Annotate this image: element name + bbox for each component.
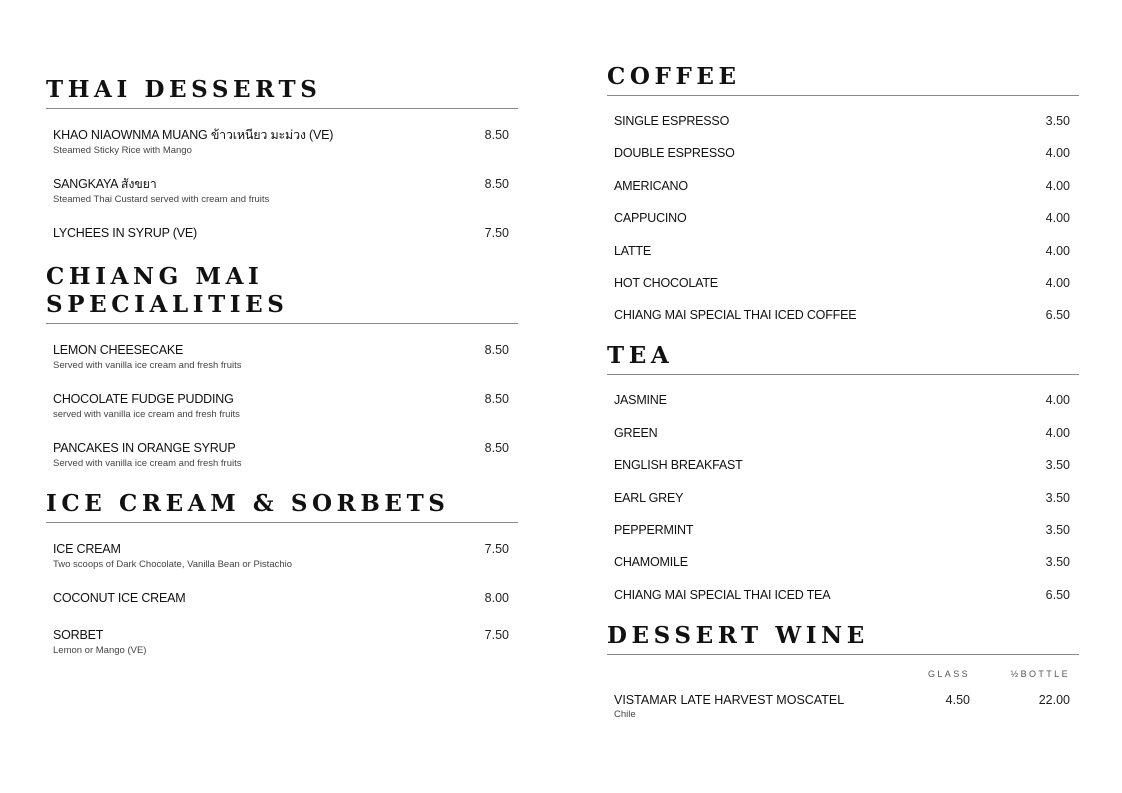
item-name: VISTAMAR LATE HARVEST MOSCATEL	[614, 692, 845, 707]
item-name: CHOCOLATE FUDGE PUDDING	[53, 392, 234, 406]
item-name: COCONUT ICE CREAM	[53, 591, 186, 605]
section-dessert-wine	[607, 622, 1079, 721]
item-description: served with vanilla ice cream and fresh fruits	[53, 409, 240, 420]
item-price: 7.50	[484, 542, 509, 556]
section-title: ICE CREAM & SORBETS	[46, 490, 518, 523]
item-price: 3.50	[1045, 114, 1070, 128]
section-ice-cream-sorbets	[46, 490, 518, 657]
item-origin: Chile	[614, 708, 636, 720]
item-price: 4.00	[1045, 393, 1070, 408]
section-title: TEA	[607, 342, 1079, 375]
item-name: EARL GREY	[614, 490, 684, 505]
section-tea	[607, 342, 1079, 610]
item-description: Served with vanilla ice cream and fresh fruits	[53, 458, 242, 469]
menu-item	[614, 114, 1070, 146]
item-price: 4.00	[1045, 211, 1070, 226]
item-name: CHAMOMILE	[614, 555, 688, 570]
item-price: 4.00	[1045, 275, 1070, 290]
section-title: THAI DESSERTS	[46, 76, 518, 109]
item-price: 4.00	[1045, 178, 1070, 193]
item-name: ENGLISH BREAKFAST	[614, 458, 743, 473]
item-name: HOT CHOCOLATE	[614, 275, 718, 290]
menu-item	[53, 542, 509, 571]
item-price: 6.50	[1045, 308, 1070, 323]
item-price: 4.00	[1045, 243, 1070, 258]
item-name: PANCAKES IN ORANGE SYRUP	[53, 441, 236, 455]
section-title: DESSERT WINE	[607, 622, 1079, 655]
menu-list	[46, 109, 518, 241]
item-price: 8.50	[484, 177, 509, 191]
item-name: SORBET	[53, 628, 104, 642]
item-price: 7.50	[484, 226, 509, 240]
item-price: 3.50	[1045, 458, 1070, 473]
half-bottle-header: ½BOTTLE	[1010, 668, 1070, 679]
bottle-price: 22.00	[1038, 692, 1070, 707]
menu-item	[614, 458, 1070, 490]
item-description: Lemon or Mango (VE)	[53, 645, 147, 656]
menu-list	[46, 324, 518, 470]
section-thai-desserts	[46, 76, 518, 241]
menu-item	[614, 491, 1070, 523]
item-name: DOUBLE ESPRESSO	[614, 146, 735, 161]
menu-item	[53, 392, 509, 421]
section-title: COFFEE	[607, 63, 1079, 96]
menu-item	[614, 244, 1070, 276]
menu-list	[607, 96, 1079, 331]
item-name: LATTE	[614, 243, 651, 258]
item-price: 3.50	[1045, 555, 1070, 570]
item-price: 8.50	[484, 392, 509, 406]
item-price: 7.50	[484, 628, 509, 642]
item-price: 8.50	[484, 441, 509, 455]
glass-price: 4.50	[945, 692, 970, 707]
item-price: 8.00	[484, 591, 509, 605]
menu-item	[614, 146, 1070, 178]
menu-item	[614, 211, 1070, 243]
item-price: 6.50	[1045, 587, 1070, 602]
menu-item	[53, 343, 509, 372]
item-name: AMERICANO	[614, 178, 688, 193]
menu-item	[614, 276, 1070, 308]
menu-item	[614, 308, 1070, 331]
menu-item	[614, 523, 1070, 555]
menu-item	[53, 177, 509, 206]
menu-item	[614, 588, 1070, 611]
menu-item	[614, 555, 1070, 587]
item-price: 4.00	[1045, 146, 1070, 161]
menu-item	[53, 628, 509, 657]
item-name: CHIANG MAI SPECIAL THAI ICED TEA	[614, 587, 831, 602]
section-coffee	[607, 63, 1079, 331]
item-name: ICE CREAM	[53, 542, 121, 556]
menu-list	[607, 375, 1079, 610]
item-name: LEMON CHEESECAKE	[53, 343, 184, 357]
wine-column-headers	[607, 655, 1079, 679]
item-description: Steamed Sticky Rice with Mango	[53, 145, 192, 156]
item-name: SINGLE ESPRESSO	[614, 114, 730, 128]
item-name: PEPPERMINT	[614, 522, 694, 537]
item-name: JASMINE	[614, 393, 667, 408]
item-price: 8.50	[484, 343, 509, 357]
menu-item	[53, 226, 509, 241]
item-price: 3.50	[1045, 522, 1070, 537]
item-name: SANGKAYA สังขยา	[53, 177, 157, 191]
glass-header: GLASS	[927, 668, 970, 679]
menu-item	[53, 128, 509, 157]
item-description: Steamed Thai Custard served with cream and fruits	[53, 194, 270, 205]
menu-item	[53, 591, 509, 606]
section-chiang-mai-specialities	[46, 263, 518, 470]
left-column	[46, 76, 518, 677]
menu-list	[46, 523, 518, 657]
menu-item	[53, 441, 509, 470]
item-name: KHAO NIAOWNMA MUANG ข้าวเหนียว มะม่วง (VE)	[53, 128, 334, 142]
right-column	[607, 63, 1079, 721]
item-price: 4.00	[1045, 425, 1070, 440]
item-description: Two scoops of Dark Chocolate, Vanilla Bean or Pistachio	[53, 559, 293, 570]
item-description: Served with vanilla ice cream and fresh fruits	[53, 360, 242, 371]
section-title: CHIANG MAI SPECIALITIES	[46, 263, 518, 324]
item-price: 3.50	[1045, 490, 1070, 505]
item-name: CHIANG MAI SPECIAL THAI ICED COFFEE	[614, 308, 857, 323]
menu-item	[614, 393, 1070, 425]
wine-item	[607, 679, 1079, 721]
item-name: CAPPUCINO	[614, 211, 687, 226]
menu-item	[614, 179, 1070, 211]
item-name: LYCHEES IN SYRUP (VE)	[53, 226, 197, 240]
menu-item	[614, 426, 1070, 458]
item-name: GREEN	[614, 425, 658, 440]
item-price: 8.50	[484, 128, 509, 142]
